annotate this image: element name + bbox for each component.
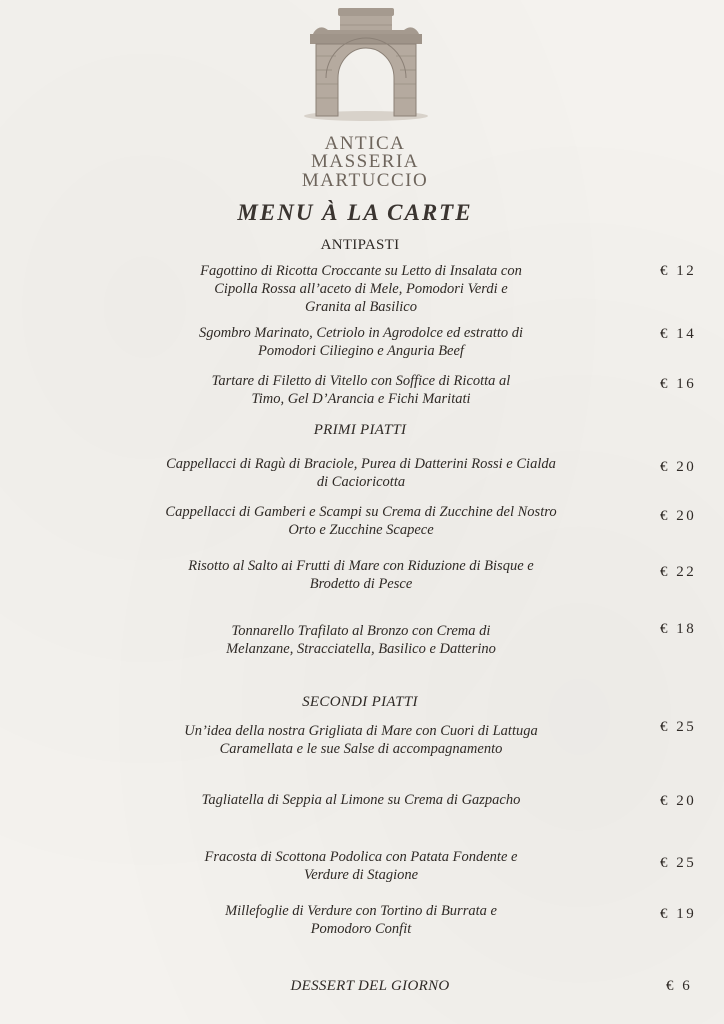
description-line: Sgombro Marinato, Cetriolo in Agrodolce ed estratto di — [198, 325, 524, 341]
brand-name-line-1: ANTICA — [324, 133, 406, 154]
menu-item-description — [120, 848, 602, 884]
menu-item-price: € 19 — [660, 906, 697, 922]
description-line: Fracosta di Scottona Podolica con Patata Fondente e — [204, 849, 518, 865]
menu-item-description — [120, 902, 602, 938]
menu-item-description — [120, 262, 602, 316]
brand-name-line-3: MARTUCCIO — [301, 170, 429, 191]
menu-item-price: € 20 — [660, 793, 697, 809]
description-line: Melanzane, Stracciatella, Basilico e Datterino — [226, 641, 496, 657]
menu-item-description — [120, 622, 602, 658]
description-line: Un’idea della nostra Grigliata di Mare con Cuori di Lattuga — [184, 723, 538, 739]
description-line: Verdure di Stagione — [303, 867, 419, 883]
menu-item-description — [120, 557, 602, 593]
dessert-price: € 6 — [666, 978, 693, 994]
description-line: Granita al Basilico — [305, 299, 417, 315]
menu-item-description — [120, 791, 602, 809]
description-line: Brodetto di Pesce — [309, 576, 413, 592]
description-line: Orto e Zucchine Scapece — [288, 522, 434, 538]
description-line: Timo, Gel D’Arancia e Fichi Maritati — [251, 391, 471, 407]
description-line: Tagliatella di Seppia al Limone su Crema di Gazpacho — [201, 792, 521, 808]
section-heading: ANTIPASTI — [320, 237, 400, 253]
menu-item-description — [120, 372, 602, 408]
section-heading: SECONDI PIATTI — [302, 694, 418, 710]
description-line: Millefoglie di Verdure con Tortino di Burrata e — [225, 903, 497, 919]
description-line: Caramellata e le sue Salse di accompagnamento — [219, 741, 503, 757]
menu-item-description — [120, 324, 602, 360]
description-line: Risotto al Salto ai Frutti di Mare con Riduzione di Bisque e — [188, 558, 534, 574]
description-line: Cipolla Rossa all’aceto di Mele, Pomodori Verdi e — [214, 281, 508, 297]
menu-item-price: € 20 — [660, 508, 697, 524]
menu-item-price: € 25 — [660, 855, 697, 871]
stone-arch-logo — [296, 6, 436, 122]
description-line: Cappellacci di Ragù di Braciole, Purea di Datterini Rossi e Cialda — [166, 456, 556, 472]
dessert-label: DESSERT DEL GIORNO — [290, 978, 450, 994]
section-heading: PRIMI PIATTI — [313, 422, 407, 438]
menu-item-price: € 18 — [660, 621, 697, 637]
menu-item-price: € 14 — [660, 326, 697, 342]
menu-item-price: € 22 — [660, 564, 697, 580]
description-line: Tartare di Filetto di Vitello con Soffice di Ricotta al — [211, 373, 511, 389]
description-line: Pomodoro Confit — [310, 921, 412, 937]
menu-item-price: € 12 — [660, 263, 697, 279]
brand-name-line-2: MASSERIA — [310, 151, 420, 172]
description-line: Tonnarello Trafilato al Bronzo con Crema di — [231, 623, 491, 639]
menu-title: MENU À LA CARTE — [237, 200, 473, 225]
description-line: Pomodori Ciliegino e Anguria Beef — [258, 343, 464, 359]
description-line: Cappellacci di Gamberi e Scampi su Crema di Zucchine del Nostro — [165, 504, 557, 520]
description-line: di Cacioricotta — [316, 474, 406, 490]
menu-item-description — [120, 503, 602, 539]
menu-item-price: € 16 — [660, 376, 697, 392]
menu-item-description — [120, 455, 602, 491]
description-line: Fagottino di Ricotta Croccante su Letto di Insalata con — [200, 263, 522, 279]
menu-item-price: € 20 — [660, 459, 697, 475]
menu-item-price: € 25 — [660, 719, 697, 735]
menu-item-description — [120, 722, 602, 758]
